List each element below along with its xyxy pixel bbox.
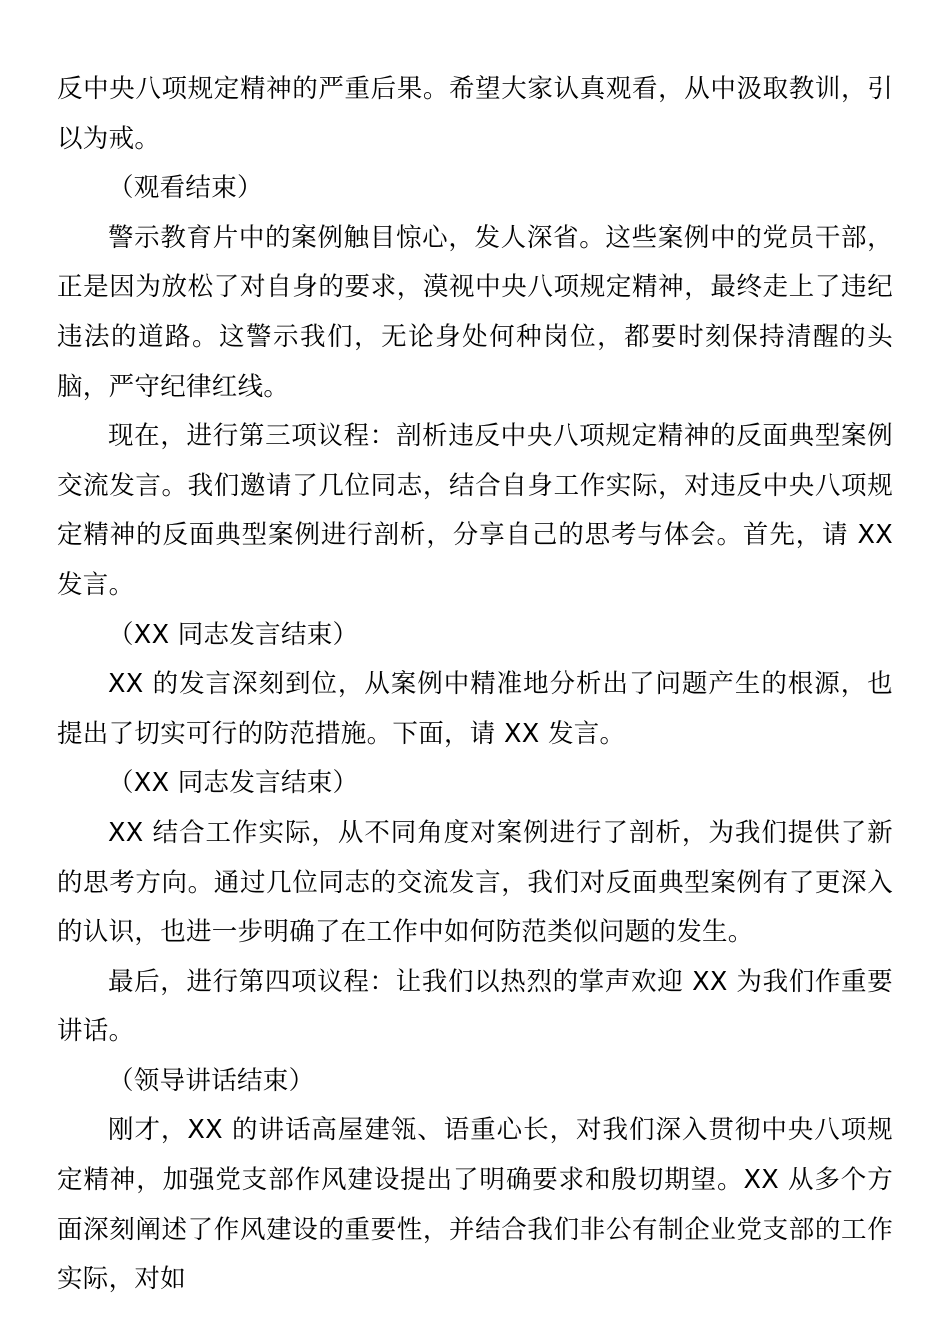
paragraph-agenda-item-four: 最后，进行第四项议程：让我们以热烈的掌声欢迎 XX 为我们作重要讲话。 — [57, 966, 893, 1047]
stage-note-speech-end-2: （XX 同志发言结束） — [108, 768, 359, 799]
paragraph-leader-speech-summary: 刚才，XX 的讲话高屋建瓴、语重心长，对我们深入贯彻中央八项规定精神，加强党支部作风建设提出了明确要求和殷切期望。XX 从多个方面深刻阐述了作风建设的重要性，并结合我们非公有制企业党支部的工作实际，对如 — [57, 1115, 893, 1295]
paragraph-speech-comment-1: XX 的发言深刻到位，从案例中精准地分析出了问题产生的根源，也提出了切实可行的防范措施。下面，请 XX 发言。 — [57, 669, 893, 749]
document-page — [57, 65, 893, 1305]
paragraph-agenda-item-three: 现在，进行第三项议程：剖析违反中央八项规定精神的反面典型案例交流发言。我们邀请了几位同志，结合自身工作实际，对违反中央八项规定精神的反面典型案例进行剖析，分享自己的思考与体会。首先，请 XX 发言。 — [57, 421, 893, 600]
paragraph-warning-reflection: 警示教育片中的案例触目惊心，发人深省。这些案例中的党员干部，正是因为放松了对自身的要求，漠视中央八项规定精神，最终走上了违纪违法的道路。这警示我们，无论身处何种岗位，都要时刻保持清醒的头脑，严守纪律红线。 — [57, 222, 893, 402]
paragraph-speech-comment-2: XX 结合工作实际，从不同角度对案例进行了剖析，为我们提供了新的思考方向。通过几位同志的交流发言，我们对反面典型案例有了更深入的认识，也进一步明确了在工作中如何防范类似问题的发生。 — [57, 817, 893, 948]
stage-note-viewing-end: （观看结束） — [108, 173, 263, 204]
stage-note-speech-end-1: （XX 同志发言结束） — [108, 619, 359, 650]
stage-note-leader-speech-end: （领导讲话结束） — [108, 1065, 315, 1096]
paragraph-continuation: 反中央八项规定精神的严重后果。希望大家认真观看，从中汲取教训，引以为戒。 — [57, 74, 893, 154]
